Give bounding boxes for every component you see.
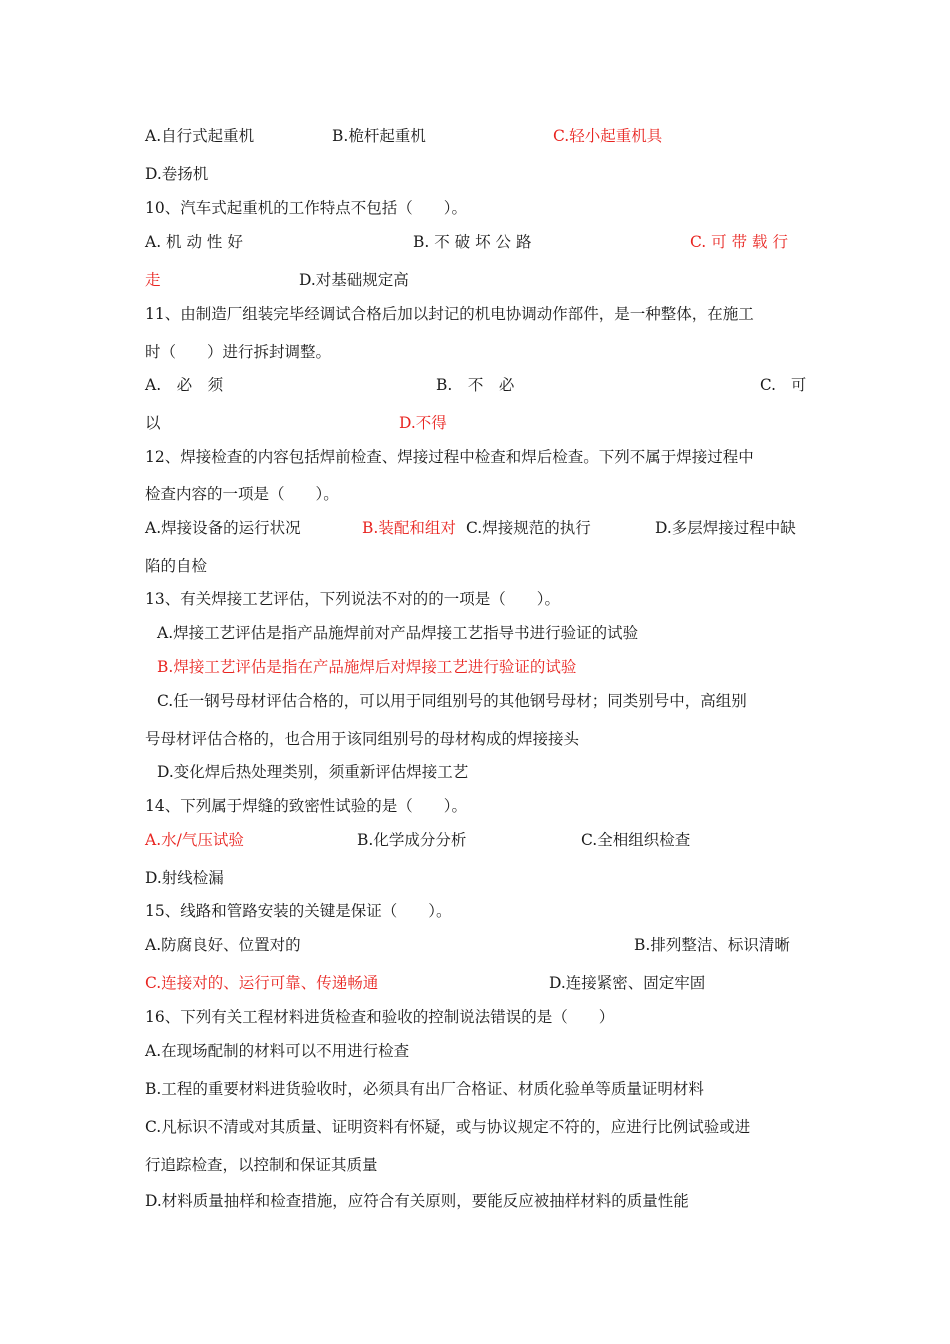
q10-option-a: A. 机 动 性 好 (145, 233, 243, 251)
q10-question: 10、汽车式起重机的工作特点不包括（ ）。 (145, 199, 467, 217)
q13-question: 13、有关焊接工艺评估，下列说法不对的的一项是（ ）。 (145, 590, 560, 608)
q9-option-d: D.卷扬机 (145, 165, 209, 183)
q16-option-c-line1: C.凡标识不清或对其质量、证明资料有怀疑，或与协议规定不符的，应进行比例试验或进 (145, 1118, 751, 1136)
q16-question: 16、下列有关工程材料进货检查和验收的控制说法错误的是（ ） (145, 1008, 615, 1026)
q15-option-d: D.连接紧密、固定牢固 (549, 974, 706, 992)
q13-option-d: D.变化焊后热处理类别，须重新评估焊接工艺 (157, 763, 469, 781)
q14-option-a-answer: A.水/气压试验 (145, 831, 244, 849)
q11-question-line1: 11、由制造厂组装完毕经调试合格后加以封记的机电协调动作部件，是一种整体，在施工 (145, 305, 754, 323)
q13-option-a: A.焊接工艺评估是指产品施焊前对产品焊接工艺指导书进行验证的试验 (157, 624, 639, 642)
q15-option-a: A.防腐良好、位置对的 (145, 936, 301, 954)
q13-option-c-line2: 号母材评估合格的，也合用于该同组别号的母材构成的焊接接头 (145, 730, 580, 748)
q14-option-c: C.全相组织检查 (581, 831, 691, 849)
q15-option-b: B.排列整洁、标识清晰 (634, 936, 790, 954)
q11-option-d-answer: D.不得 (399, 414, 447, 432)
q11-option-c: C. 可 (760, 376, 807, 394)
q13-option-b-answer: B.焊接工艺评估是指在产品施焊后对焊接工艺进行验证的试验 (157, 658, 577, 676)
q9-option-c-answer: C.轻小起重机具 (553, 127, 663, 145)
q12-option-b-answer: B.装配和组对 (362, 519, 456, 537)
q10-option-c-answer: C. 可 带 载 行 (690, 233, 788, 251)
q13-option-c-line1: C.任一钢号母材评估合格的，可以用于同组别号的其他钢号母材；同类别号中，高组别 (157, 692, 747, 710)
q16-option-c-line2: 行追踪检查，以控制和保证其质量 (145, 1156, 378, 1174)
q12-question-line2: 检查内容的一项是（ ）。 (145, 485, 339, 503)
q12-option-a: A.焊接设备的运行状况 (145, 519, 301, 537)
q11-question-line2: 时（ ）进行拆封调整。 (145, 343, 332, 361)
q12-question-line1: 12、焊接检查的内容包括焊前检查、焊接过程中检查和焊后检查。下列不属于焊接过程中 (145, 448, 754, 466)
q16-option-a: A.在现场配制的材料可以不用进行检查 (145, 1042, 410, 1060)
q10-option-b: B. 不 破 坏 公 路 (413, 233, 532, 251)
q12-option-d: D.多层焊接过程中缺 (655, 519, 796, 537)
q11-option-c-cont: 以 (145, 414, 161, 432)
q12-option-d-cont: 陷的自检 (145, 557, 208, 575)
q15-question: 15、线路和管路安装的关键是保证（ ）。 (145, 902, 452, 920)
q15-option-c-answer: C.连接对的、运行可靠、传递畅通 (145, 974, 379, 992)
q16-option-b: B.工程的重要材料进货验收时，必须具有出厂合格证、材质化验单等质量证明材料 (145, 1080, 704, 1098)
q14-question: 14、下列属于焊缝的致密性试验的是（ ）。 (145, 797, 467, 815)
q11-option-a: A. 必 须 (145, 376, 224, 394)
q16-option-d: D.材料质量抽样和检查措施，应符合有关原则，要能反应被抽样材料的质量性能 (145, 1192, 689, 1210)
q10-option-c-answer-cont: 走 (145, 271, 161, 289)
q10-option-d: D.对基础规定高 (299, 271, 409, 289)
q9-option-b: B.桅杆起重机 (332, 127, 426, 145)
q12-option-c: C.焊接规范的执行 (466, 519, 591, 537)
q11-option-b: B. 不 必 (436, 376, 515, 394)
q14-option-d: D.射线检漏 (145, 869, 224, 887)
q14-option-b: B.化学成分分析 (357, 831, 467, 849)
q9-option-a: A.自行式起重机 (145, 127, 255, 145)
